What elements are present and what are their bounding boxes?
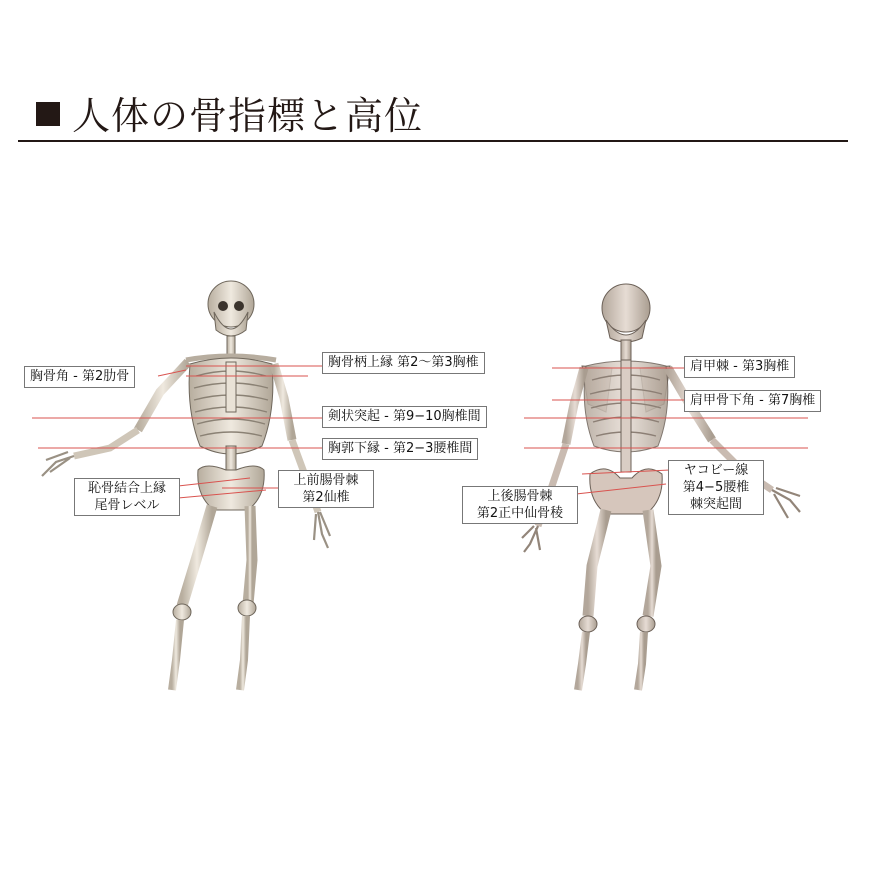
label-scapular-inferior: 肩甲骨下角 - 第7胸椎 <box>684 390 821 412</box>
label-asis-line-2: 第2仙椎 <box>302 490 350 505</box>
front-humerus-left <box>138 362 188 430</box>
front-tibia-left <box>172 620 180 690</box>
label-pubic-symphysis <box>74 478 180 516</box>
label-psis-line-1: 上後腸骨棘 <box>487 489 553 504</box>
label-jacoby-line-3: 棘突起間 <box>689 497 742 512</box>
front-eye-socket-left <box>218 301 228 311</box>
label-asis <box>278 470 374 508</box>
label-asis-line-1: 上前腸骨棘 <box>293 473 359 488</box>
label-jacoby-line-2: 第4−5腰椎 <box>682 480 750 495</box>
back-cervical-spine <box>621 340 631 362</box>
back-spine <box>621 360 631 472</box>
front-tibia-right <box>240 616 246 690</box>
back-tibia-right <box>638 632 644 690</box>
front-eye-socket-right <box>234 301 244 311</box>
front-femur-left <box>182 506 212 606</box>
front-knee-left <box>173 604 191 620</box>
front-hand-right <box>314 512 330 548</box>
label-pubic-line-2: 尾骨レベル <box>94 498 160 513</box>
label-psis-line-2: 第2正中仙骨稜 <box>476 506 564 521</box>
label-costal-margin: 胸郭下縁 - 第2−3腰椎間 <box>322 438 478 460</box>
front-lumbar-spine <box>226 446 236 470</box>
label-psis <box>462 486 578 524</box>
back-hand-left <box>522 526 540 552</box>
label-jacoby-line-1: ヤコビー線 <box>683 463 749 478</box>
front-knee-right <box>238 600 256 616</box>
back-femur-right <box>648 510 656 616</box>
label-xiphoid: 剣状突起 - 第9−10胸椎間 <box>322 406 487 428</box>
back-tibia-left <box>578 632 586 690</box>
label-pubic-line-1: 恥骨結合上縁 <box>87 481 166 496</box>
label-jacoby-line <box>668 460 764 515</box>
back-knee-right <box>637 616 655 632</box>
front-forearm-left <box>74 430 138 456</box>
label-sternal-angle: 胸骨角 - 第2肋骨 <box>24 366 135 388</box>
label-scapular-spine: 肩甲棘 - 第3胸椎 <box>684 356 795 378</box>
label-manubrium-upper: 胸骨柄上縁 第2〜第3胸椎 <box>322 352 485 374</box>
front-sternum <box>226 362 236 412</box>
title-text: 人体の骨指標と高位 <box>72 93 424 138</box>
front-hand-left <box>42 452 74 476</box>
back-humerus-left <box>566 368 584 444</box>
back-knee-left <box>579 616 597 632</box>
back-hand-right <box>772 488 800 518</box>
front-humerus-right <box>274 364 292 440</box>
back-femur-left <box>588 510 606 616</box>
front-femur-right <box>248 506 252 604</box>
